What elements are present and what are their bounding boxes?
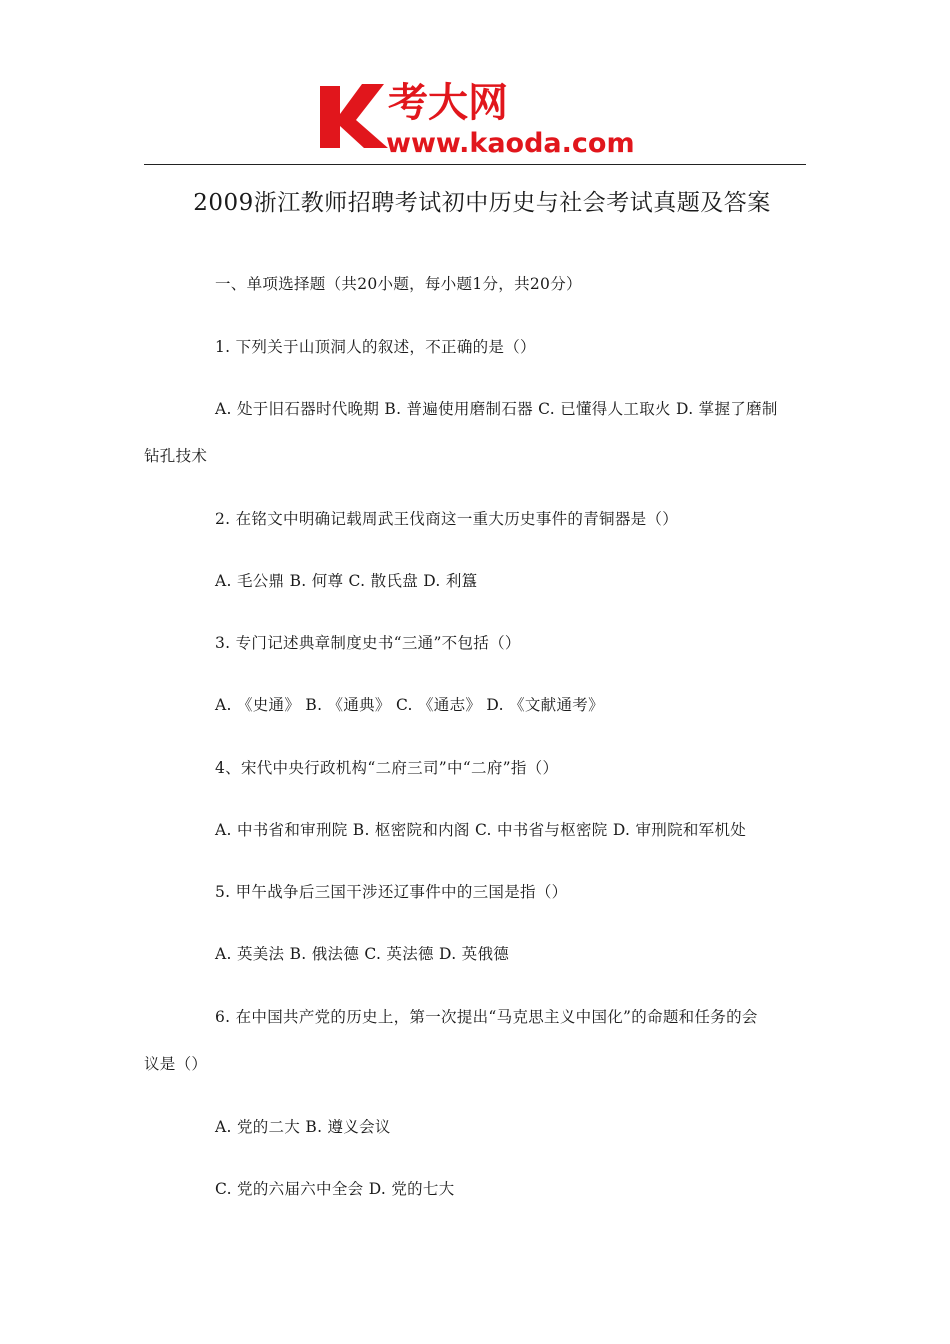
question-6-options-cd: C. 党的六届六中全会 D. 党的七大 <box>215 1180 455 1198</box>
section-heading: 一、单项选择题（共20小题，每小题1分，共20分） <box>215 275 582 293</box>
question-4-options: A. 中书省和审刑院 B. 枢密院和内阁 C. 中书省与枢密院 D. 审刑院和军机处 <box>215 821 747 839</box>
question-3-options: A. 《史通》 B. 《通典》 C. 《通志》 D. 《文献通考》 <box>215 696 604 714</box>
question-1-options: A. 处于旧石器时代晚期 B. 普遍使用磨制石器 C. 已懂得人工取火 D. 掌握了磨制 <box>215 400 778 418</box>
kaoda-logo-graphic <box>318 78 638 158</box>
question-5: 5. 甲午战争后三国干涉还辽事件中的三国是指（） <box>215 883 568 901</box>
question-6-options-ab: A. 党的二大 B. 遵义会议 <box>215 1118 391 1136</box>
svg-text:考大网: 考大网 <box>388 80 508 126</box>
question-6-cont: 议是（） <box>144 1055 208 1073</box>
question-1-options-cont: 钻孔技术 <box>144 447 208 465</box>
kaoda-logo[interactable] <box>318 78 638 158</box>
question-2-options: A. 毛公鼎 B. 何尊 C. 散氏盘 D. 利簋 <box>215 572 478 590</box>
question-2: 2. 在铭文中明确记载周武王伐商这一重大历史事件的青铜器是（） <box>215 510 679 528</box>
question-3: 3. 专门记述典章制度史书“三通”不包括（） <box>215 634 521 652</box>
header-divider <box>144 164 806 165</box>
question-4: 4、宋代中央行政机构“二府三司”中“二府”指（） <box>215 759 559 777</box>
question-5-options: A. 英美法 B. 俄法德 C. 英法德 D. 英俄德 <box>215 945 510 963</box>
question-6: 6. 在中国共产党的历史上，第一次提出“马克思主义中国化”的命题和任务的会 <box>215 1008 758 1026</box>
document-title: 2009浙江教师招聘考试初中历史与社会考试真题及答案 <box>193 190 771 216</box>
question-1: 1. 下列关于山顶洞人的叙述，不正确的是（） <box>215 338 536 356</box>
svg-text:www.kaoda.com: www.kaoda.com <box>386 128 635 158</box>
